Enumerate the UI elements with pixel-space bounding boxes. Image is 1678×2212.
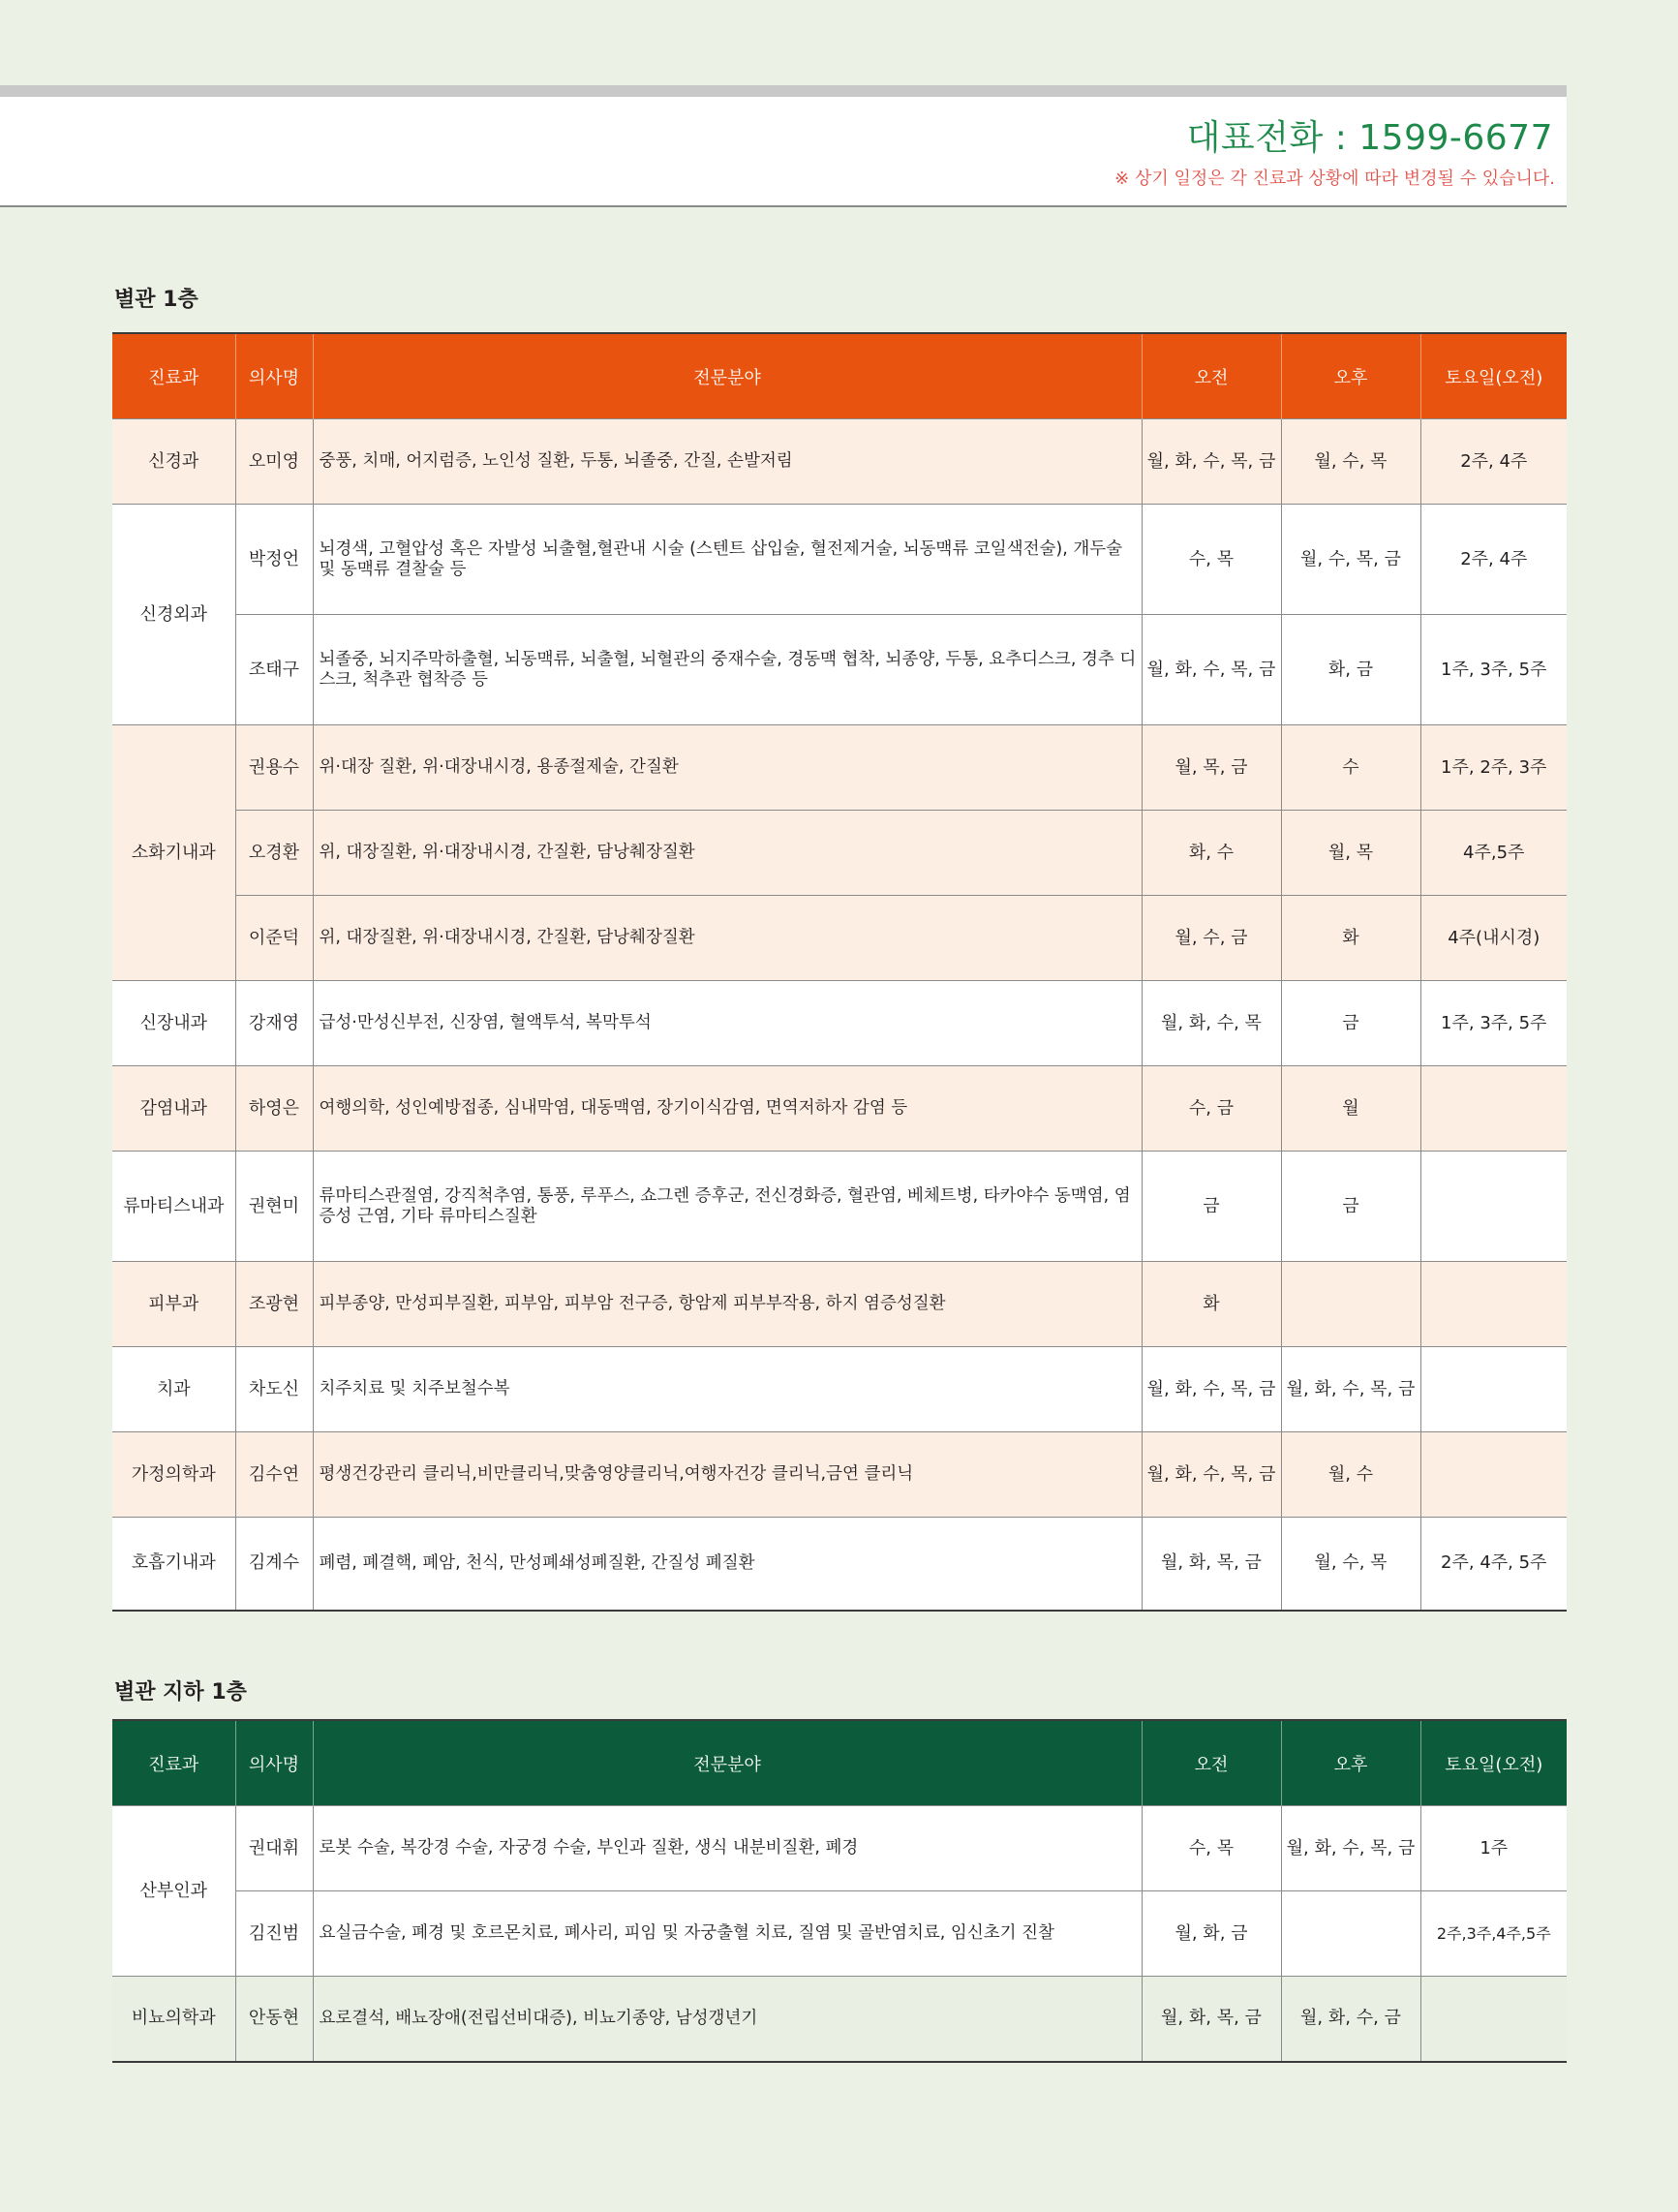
table-row (112, 1262, 1567, 1347)
col-header-doctor: 의사명 (235, 333, 313, 419)
dept-cell: 감염내과 (112, 1066, 235, 1152)
afternoon-cell: 월, 수, 목 (1281, 1518, 1420, 1611)
specialty-cell: 위, 대장질환, 위·대장내시경, 간질환, 담낭췌장질환 (313, 811, 1142, 896)
table-row (112, 1977, 1567, 2062)
saturday-cell (1420, 1977, 1567, 2062)
table-row (112, 1432, 1567, 1518)
afternoon-cell: 월, 목 (1281, 811, 1420, 896)
afternoon-cell: 월 (1281, 1066, 1420, 1152)
morning-cell: 월, 화, 수, 목, 금 (1142, 1347, 1281, 1432)
saturday-cell (1420, 1262, 1567, 1347)
morning-cell: 화, 수 (1142, 811, 1281, 896)
table-row (112, 615, 1567, 725)
table-row (112, 505, 1567, 615)
dept-cell: 비뇨의학과 (112, 1977, 235, 2062)
doctor-cell: 안동현 (235, 1977, 313, 2062)
saturday-cell (1420, 1066, 1567, 1152)
dept-cell: 류마티스내과 (112, 1152, 235, 1262)
morning-cell: 월, 화, 금 (1142, 1891, 1281, 1977)
doctor-cell: 조태구 (235, 615, 313, 725)
col-header-dept: 진료과 (112, 1720, 235, 1806)
morning-cell: 화 (1142, 1262, 1281, 1347)
morning-cell: 수, 금 (1142, 1066, 1281, 1152)
specialty-cell: 여행의학, 성인예방접종, 심내막염, 대동맥염, 장기이식감염, 면역저하자 감염 등 (313, 1066, 1142, 1152)
specialty-cell: 뇌졸중, 뇌지주막하출혈, 뇌동맥류, 뇌출혈, 뇌혈관의 중재수술, 경동맥 협착, 뇌종양, 두통, 요추디스크, 경추 디스크, 척추관 협착증 등 (313, 615, 1142, 725)
dept-cell: 신장내과 (112, 981, 235, 1066)
table-row (112, 811, 1567, 896)
dept-cell: 가정의학과 (112, 1432, 235, 1518)
specialty-cell: 폐렴, 폐결핵, 폐암, 천식, 만성폐쇄성폐질환, 간질성 폐질환 (313, 1518, 1142, 1611)
dept-cell: 치과 (112, 1347, 235, 1432)
doctor-cell: 김수연 (235, 1432, 313, 1518)
col-header-saturday: 토요일(오전) (1420, 1720, 1567, 1806)
doctor-cell: 김진범 (235, 1891, 313, 1977)
specialty-cell: 류마티스관절염, 강직척추염, 통풍, 루푸스, 쇼그렌 증후군, 전신경화증, 혈관염, 베체트병, 타카야수 동맥염, 염증성 근염, 기타 류마티스질환 (313, 1152, 1142, 1262)
doctor-cell: 권용수 (235, 725, 313, 811)
saturday-cell: 2주, 4주, 5주 (1420, 1518, 1567, 1611)
afternoon-cell: 월, 화, 수, 목, 금 (1281, 1347, 1420, 1432)
morning-cell: 금 (1142, 1152, 1281, 1262)
specialty-cell: 피부종양, 만성피부질환, 피부암, 피부암 전구증, 항암제 피부부작용, 하지 염증성질환 (313, 1262, 1142, 1347)
morning-cell: 월, 화, 목, 금 (1142, 1518, 1281, 1611)
afternoon-cell: 금 (1281, 1152, 1420, 1262)
table-row (112, 1152, 1567, 1262)
doctor-cell: 이준덕 (235, 896, 313, 981)
morning-cell: 월, 수, 금 (1142, 896, 1281, 981)
specialty-cell: 급성·만성신부전, 신장염, 혈액투석, 복막투석 (313, 981, 1142, 1066)
saturday-cell: 4주(내시경) (1420, 896, 1567, 981)
col-header-specialty: 전문분야 (313, 1720, 1142, 1806)
specialty-cell: 위·대장 질환, 위·대장내시경, 용종절제술, 간질환 (313, 725, 1142, 811)
table-row (112, 1518, 1567, 1611)
doctor-cell: 조광현 (235, 1262, 313, 1347)
afternoon-cell (1281, 1891, 1420, 1977)
top-divider-bar (0, 85, 1567, 97)
col-header-specialty: 전문분야 (313, 333, 1142, 419)
doctor-cell: 오미영 (235, 419, 313, 505)
saturday-cell (1420, 1432, 1567, 1518)
table-header-row (112, 333, 1567, 419)
afternoon-cell: 수 (1281, 725, 1420, 811)
saturday-cell (1420, 1152, 1567, 1262)
col-header-dept: 진료과 (112, 333, 235, 419)
afternoon-cell: 월, 수 (1281, 1432, 1420, 1518)
specialty-cell: 로봇 수술, 복강경 수술, 자궁경 수술, 부인과 질환, 생식 내분비질환, 폐경 (313, 1806, 1142, 1891)
main-phone-number: 대표전화 : 1599-6677 (1186, 118, 1553, 158)
schedule-table-annex-b1 (112, 1719, 1567, 2063)
morning-cell: 수, 목 (1142, 505, 1281, 615)
table-row (112, 1066, 1567, 1152)
saturday-cell: 1주, 2주, 3주 (1420, 725, 1567, 811)
specialty-cell: 뇌경색, 고혈압성 혹은 자발성 뇌출혈,혈관내 시술 (스텐트 삽입술, 혈전제거술, 뇌동맥류 코일색전술), 개두술 및 동맥류 결찰술 등 (313, 505, 1142, 615)
header-panel (0, 97, 1567, 207)
table-row (112, 725, 1567, 811)
specialty-cell: 평생건강관리 클리닉,비만클리닉,맞춤영양클리닉,여행자건강 클리닉,금연 클리닉 (313, 1432, 1142, 1518)
col-header-morning: 오전 (1142, 1720, 1281, 1806)
saturday-cell: 2주, 4주 (1420, 505, 1567, 615)
doctor-cell: 권대휘 (235, 1806, 313, 1891)
afternoon-cell: 화 (1281, 896, 1420, 981)
specialty-cell: 치주치료 및 치주보철수복 (313, 1347, 1142, 1432)
afternoon-cell: 월, 화, 수, 금 (1281, 1977, 1420, 2062)
specialty-cell: 요실금수술, 폐경 및 호르몬치료, 폐사리, 피임 및 자궁출혈 치료, 질염 및 골반염치료, 임신초기 진찰 (313, 1891, 1142, 1977)
dept-cell: 호흡기내과 (112, 1518, 235, 1611)
saturday-cell: 4주,5주 (1420, 811, 1567, 896)
morning-cell: 수, 목 (1142, 1806, 1281, 1891)
specialty-cell: 위, 대장질환, 위·대장내시경, 간질환, 담낭췌장질환 (313, 896, 1142, 981)
saturday-cell: 1주, 3주, 5주 (1420, 615, 1567, 725)
table-row (112, 1347, 1567, 1432)
saturday-cell: 2주, 4주 (1420, 419, 1567, 505)
saturday-cell: 1주 (1420, 1806, 1567, 1891)
section-title-annex-1f: 별관 1층 (114, 288, 198, 312)
dept-cell: 신경과 (112, 419, 235, 505)
saturday-cell: 1주, 3주, 5주 (1420, 981, 1567, 1066)
morning-cell: 월, 화, 수, 목, 금 (1142, 1432, 1281, 1518)
doctor-cell: 권현미 (235, 1152, 313, 1262)
doctor-cell: 김계수 (235, 1518, 313, 1611)
doctor-cell: 오경환 (235, 811, 313, 896)
dept-cell: 신경외과 (112, 505, 235, 725)
afternoon-cell (1281, 1262, 1420, 1347)
col-header-morning: 오전 (1142, 333, 1281, 419)
col-header-afternoon: 오후 (1281, 333, 1420, 419)
afternoon-cell: 월, 화, 수, 목, 금 (1281, 1806, 1420, 1891)
table-row (112, 981, 1567, 1066)
afternoon-cell: 월, 수, 목, 금 (1281, 505, 1420, 615)
morning-cell: 월, 화, 수, 목 (1142, 981, 1281, 1066)
morning-cell: 월, 목, 금 (1142, 725, 1281, 811)
morning-cell: 월, 화, 수, 목, 금 (1142, 419, 1281, 505)
afternoon-cell: 화, 금 (1281, 615, 1420, 725)
morning-cell: 월, 화, 수, 목, 금 (1142, 615, 1281, 725)
morning-cell: 월, 화, 목, 금 (1142, 1977, 1281, 2062)
dept-cell: 소화기내과 (112, 725, 235, 981)
dept-cell: 피부과 (112, 1262, 235, 1347)
schedule-table-annex-1f (112, 332, 1567, 1612)
doctor-cell: 차도신 (235, 1347, 313, 1432)
afternoon-cell: 월, 수, 목 (1281, 419, 1420, 505)
saturday-cell (1420, 1347, 1567, 1432)
col-header-afternoon: 오후 (1281, 1720, 1420, 1806)
table-row (112, 1891, 1567, 1977)
schedule-notice: ※ 상기 일정은 각 진료과 상황에 따라 변경될 수 있습니다. (1114, 169, 1555, 189)
table-row (112, 1806, 1567, 1891)
doctor-cell: 박정언 (235, 505, 313, 615)
doctor-cell: 하영은 (235, 1066, 313, 1152)
col-header-saturday: 토요일(오전) (1420, 333, 1567, 419)
saturday-cell: 2주,3주,4주,5주 (1420, 1891, 1567, 1977)
afternoon-cell: 금 (1281, 981, 1420, 1066)
doctor-cell: 강재영 (235, 981, 313, 1066)
specialty-cell: 중풍, 치매, 어지럼증, 노인성 질환, 두통, 뇌졸중, 간질, 손발저림 (313, 419, 1142, 505)
section-title-annex-b1: 별관 지하 1층 (114, 1680, 247, 1705)
table-row (112, 419, 1567, 505)
table-row (112, 896, 1567, 981)
specialty-cell: 요로결석, 배뇨장애(전립선비대증), 비뇨기종양, 남성갱년기 (313, 1977, 1142, 2062)
dept-cell: 산부인과 (112, 1806, 235, 1977)
col-header-doctor: 의사명 (235, 1720, 313, 1806)
table-header-row (112, 1720, 1567, 1806)
